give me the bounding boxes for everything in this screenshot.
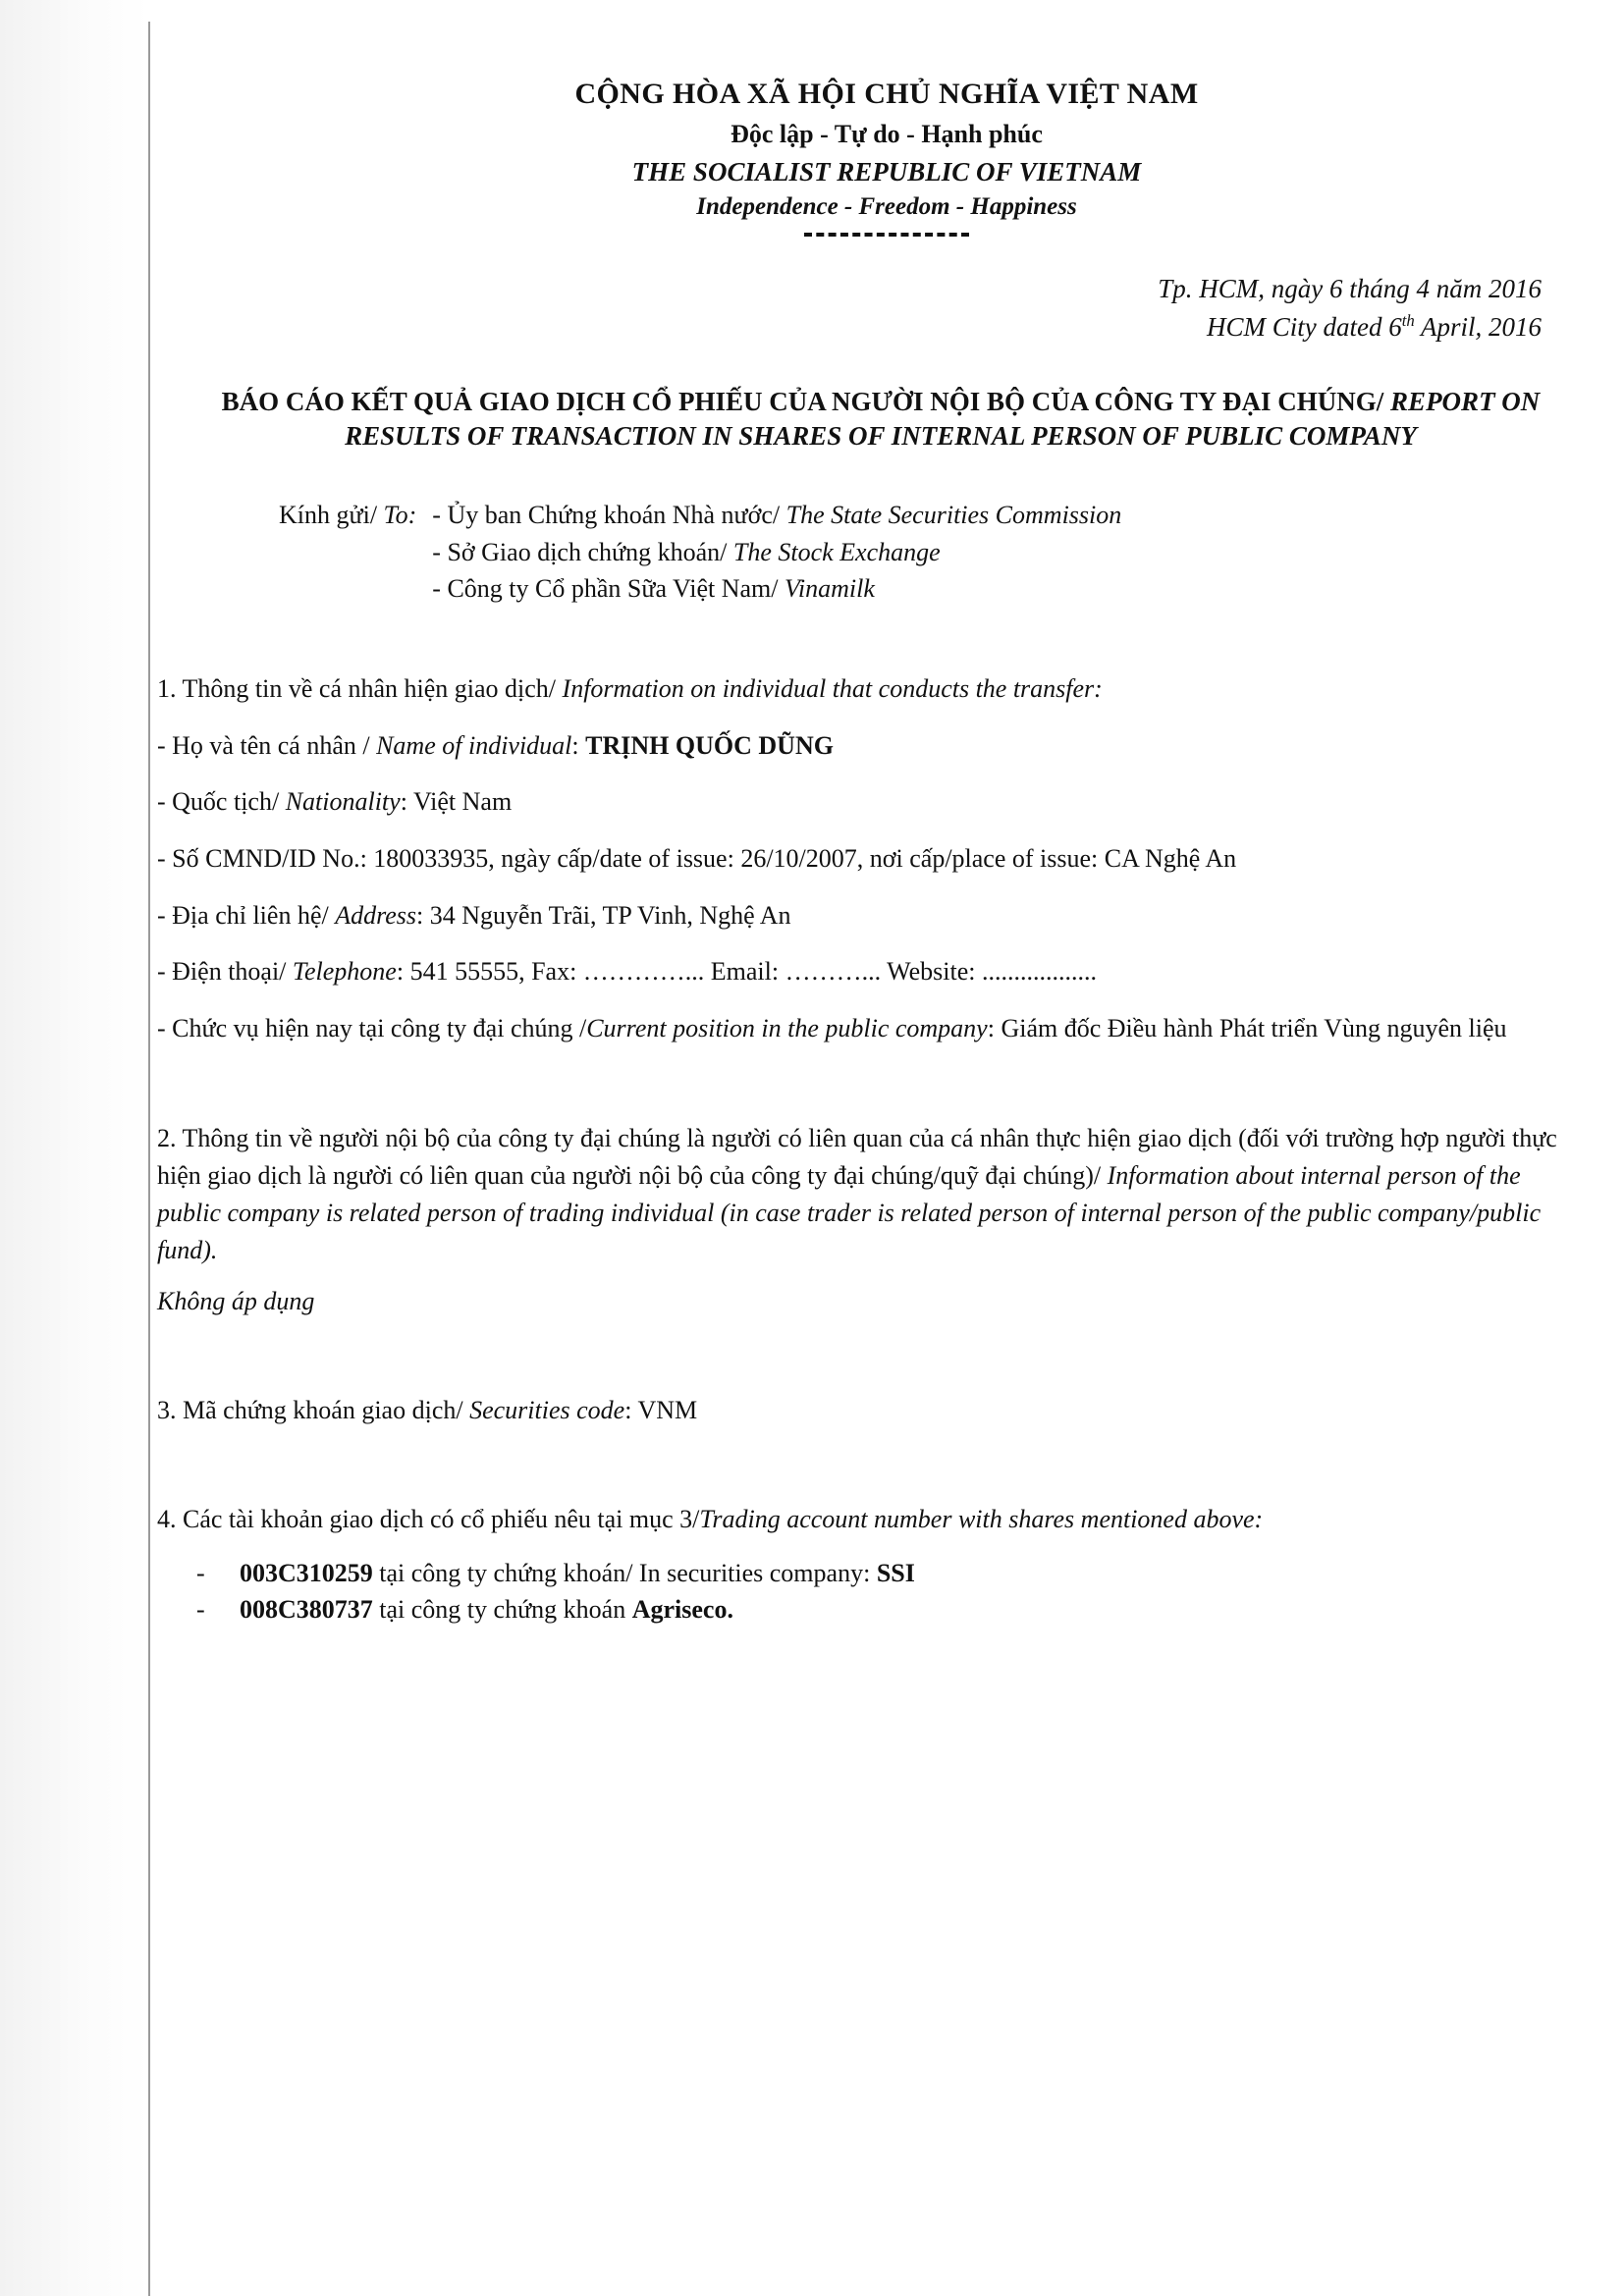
national-name-vi: CỘNG HÒA XÃ HỘI CHỦ NGHĨA VIỆT NAM (574, 78, 1199, 110)
section-2-text-vi: 2. Thông tin về người nội bộ của công ty đại chúng là người có liên quan của cá nhân thực hiện giao dịch (đối với trường hợp người thực hiện giao dịch là người có liên quan của người nội bộ của công ty đại chúng/quỹ đại chúng)/ (157, 1124, 1557, 1190)
field-address-label-en: Address (335, 900, 417, 930)
recipients-list (432, 497, 1121, 607)
account-company: SSI (876, 1558, 915, 1587)
field-address-label-vi: - Địa chỉ liên hệ/ (157, 900, 336, 930)
field-position-value: : Giám đốc Điều hành Phát triển Vùng nguyên liệu (987, 1013, 1507, 1042)
bullet-dash: - (196, 1558, 205, 1587)
section-1 (149, 669, 1624, 1047)
recipient-vi: - Ủy ban Chứng khoán Nhà nước/ (432, 501, 786, 530)
trading-accounts-list (157, 1555, 1591, 1629)
field-address (157, 896, 1591, 935)
field-name-label-en: Name of individual (376, 730, 572, 760)
field-position (157, 1009, 1591, 1048)
section-4-heading-vi: 4. Các tài khoản giao dịch có cổ phiếu nêu tại mục 3/ (157, 1505, 700, 1534)
section-3-label-vi: 3. Mã chứng khoán giao dịch/ (157, 1395, 470, 1424)
national-motto-vi: Độc lập - Tự do - Hạnh phúc (731, 119, 1043, 148)
recipients-block (149, 497, 1624, 607)
recipient-en: The State Securities Commission (785, 501, 1122, 530)
field-nationality (157, 782, 1591, 822)
list-item (432, 570, 1121, 607)
page-title-vi: BÁO CÁO KẾT QUẢ GIAO DỊCH CỔ PHIẾU CỦA NGƯỜI NỘI BỘ CỦA CÔNG TY ĐẠI CHÚNG/ (221, 386, 1391, 416)
section-3-value: : VNM (624, 1395, 698, 1424)
field-name-separator: : (571, 730, 586, 760)
field-telephone-value: : 541 55555, Fax: …………... Email: ………... Website: .................. (396, 957, 1097, 987)
section-4 (149, 1500, 1624, 1628)
page-title (149, 385, 1624, 454)
section-4-heading (157, 1500, 1591, 1539)
national-name-en: THE SOCIALIST REPUBLIC OF VIETNAM (631, 156, 1142, 187)
national-motto-en: Independence - Freedom - Happiness (696, 192, 1077, 220)
section-2-text-en: Information about internal person of the public company is related person of trading individual (in case trader is related person of internal person of the public company/public fund). (157, 1161, 1542, 1264)
account-company: Agriseco. (631, 1595, 733, 1625)
section-3-label-en: Securities code (469, 1395, 625, 1424)
section-1-heading (157, 669, 1591, 709)
date-en-suffix: April, 2016 (1414, 311, 1542, 342)
section-3 (149, 1391, 1624, 1430)
section-1-heading-en: Information on individual that conducts the transfer: (562, 674, 1103, 704)
list-item (432, 534, 1121, 570)
section-2 (149, 1120, 1624, 1320)
date-en (149, 308, 1542, 346)
field-address-value: : 34 Nguyễn Trãi, TP Vinh, Nghệ An (416, 900, 791, 930)
section-2-not-applicable: Không áp dụng (157, 1286, 315, 1315)
recipients-label (279, 497, 432, 533)
page-title-en: REPORT ON RESULTS OF TRANSACTION IN SHARES OF INTERNAL PERSON OF PUBLIC COMPANY (345, 386, 1541, 452)
account-number: 008C380737 (240, 1595, 373, 1625)
field-nationality-value: : Việt Nam (400, 787, 513, 817)
account-text: tại công ty chứng khoán (372, 1595, 632, 1625)
field-nationality-label-vi: - Quốc tịch/ (157, 787, 286, 817)
place-and-date (149, 270, 1624, 346)
account-text: tại công ty chứng khoán/ In securities company: (372, 1558, 877, 1587)
field-id-number: - Số CMND/ID No.: 180033935, ngày cấp/date of issue: 26/10/2007, nơi cấp/place of issue: CA Nghệ An (157, 843, 1237, 873)
field-telephone-label-vi: - Điện thoại/ (157, 957, 293, 987)
scan-edge-shading (0, 0, 149, 2296)
header-divider (804, 233, 969, 237)
recipient-en: Vinamilk (784, 574, 875, 603)
date-en-ordinal: th (1401, 310, 1415, 330)
field-name-value: TRỊNH QUỐC DŨNG (585, 730, 834, 760)
list-item (196, 1591, 1591, 1628)
recipient-vi: - Công ty Cổ phần Sữa Việt Nam/ (432, 574, 785, 603)
recipients-label-en: To: (383, 501, 417, 530)
account-number: 003C310259 (240, 1558, 373, 1587)
section-2-text (157, 1120, 1591, 1269)
document-content (149, 0, 1624, 2296)
list-item (196, 1555, 1591, 1591)
recipients-label-vi: Kính gửi/ (279, 501, 384, 530)
field-telephone-label-en: Telephone (292, 957, 397, 987)
bullet-dash: - (196, 1595, 205, 1625)
field-name (157, 726, 1591, 766)
field-telephone (157, 952, 1591, 991)
recipient-vi: - Sở Giao dịch chứng khoán/ (432, 537, 733, 566)
section-1-heading-vi: 1. Thông tin về cá nhân hiện giao dịch/ (157, 674, 563, 704)
list-item (432, 497, 1121, 533)
section-4-heading-en: Trading account number with shares mentioned above: (699, 1505, 1264, 1534)
date-en-prefix: HCM City dated 6 (1206, 311, 1402, 342)
field-nationality-label-en: Nationality (285, 787, 401, 817)
field-position-label-vi: - Chức vụ hiện nay tại công ty đại chúng / (157, 1013, 587, 1042)
national-header (149, 77, 1624, 237)
field-name-label-vi: - Họ và tên cá nhân / (157, 730, 377, 760)
date-vi: Tp. HCM, ngày 6 tháng 4 năm 2016 (1158, 274, 1542, 304)
field-position-label-en: Current position in the public company (586, 1013, 988, 1042)
recipient-en: The Stock Exchange (732, 537, 941, 566)
